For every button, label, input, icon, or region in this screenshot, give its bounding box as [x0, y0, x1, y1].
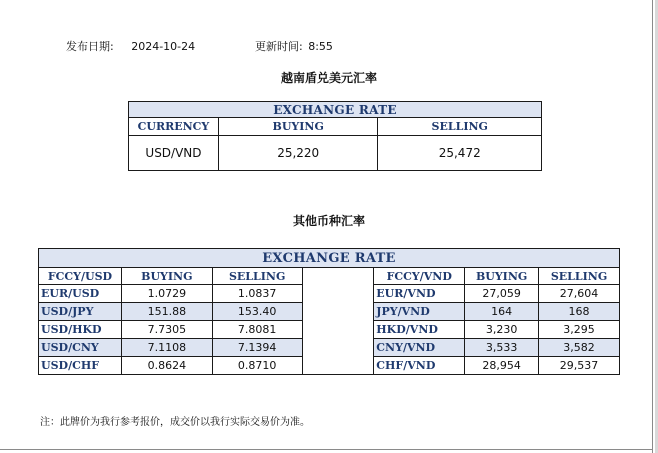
- right-selling-cell: 3,295: [539, 321, 620, 339]
- publish-date-label: 发布日期:: [66, 40, 114, 53]
- col-right-buying: BUYING: [465, 268, 539, 285]
- left-buying-cell: 0.8624: [121, 357, 212, 375]
- update-time-label: 更新时间:: [255, 40, 303, 53]
- left-pair-cell: USD/JPY: [39, 303, 122, 321]
- other-rate-table: [38, 248, 620, 375]
- usd-buying-cell: 25,220: [218, 136, 378, 171]
- usd-table-banner: EXCHANGE RATE: [129, 102, 542, 118]
- update-time-value: 8:55: [308, 40, 333, 53]
- right-buying-cell: 3,230: [465, 321, 539, 339]
- right-pair-cell: HKD/VND: [374, 321, 465, 339]
- left-selling-cell: 153.40: [212, 303, 302, 321]
- publish-date: [66, 38, 195, 54]
- col-left-buying: BUYING: [121, 268, 212, 285]
- publish-date-value: 2024-10-24: [131, 40, 196, 53]
- right-selling-cell: 29,537: [539, 357, 620, 375]
- left-buying-cell: 1.0729: [121, 285, 212, 303]
- col-buying: BUYING: [218, 118, 378, 136]
- right-pair-cell: EUR/VND: [374, 285, 465, 303]
- left-pair-cell: USD/HKD: [39, 321, 122, 339]
- right-selling-cell: 27,604: [539, 285, 620, 303]
- table-gap-column: [302, 268, 374, 375]
- usd-selling-cell: 25,472: [378, 136, 542, 171]
- col-left-selling: SELLING: [212, 268, 302, 285]
- left-selling-cell: 0.8710: [212, 357, 302, 375]
- col-currency: CURRENCY: [129, 118, 219, 136]
- disclaimer-note: 注：此牌价为我行参考报价，成交价以我行实际交易价为准。: [40, 417, 310, 428]
- left-buying-cell: 151.88: [121, 303, 212, 321]
- right-buying-cell: 27,059: [465, 285, 539, 303]
- right-pair-cell: CHF/VND: [374, 357, 465, 375]
- usd-section-title: 越南盾兑美元汇率: [280, 71, 377, 85]
- usd-rate-table: [128, 101, 542, 171]
- left-selling-cell: 7.1394: [212, 339, 302, 357]
- page-border-bottom: [0, 449, 653, 450]
- right-buying-cell: 164: [465, 303, 539, 321]
- right-buying-cell: 28,954: [465, 357, 539, 375]
- left-selling-cell: 1.0837: [212, 285, 302, 303]
- left-selling-cell: 7.8081: [212, 321, 302, 339]
- usd-currency-cell: USD/VND: [129, 136, 219, 171]
- col-selling: SELLING: [378, 118, 542, 136]
- col-fccy-vnd: FCCY/VND: [374, 268, 465, 285]
- col-fccy-usd: FCCY/USD: [39, 268, 122, 285]
- right-pair-cell: CNY/VND: [374, 339, 465, 357]
- right-selling-cell: 3,582: [539, 339, 620, 357]
- left-pair-cell: EUR/USD: [39, 285, 122, 303]
- left-pair-cell: USD/CNY: [39, 339, 122, 357]
- left-pair-cell: USD/CHF: [39, 357, 122, 375]
- col-right-selling: SELLING: [539, 268, 620, 285]
- other-table-banner: EXCHANGE RATE: [39, 249, 620, 268]
- other-section-title: 其他币种汇率: [292, 214, 365, 228]
- right-selling-cell: 168: [539, 303, 620, 321]
- left-buying-cell: 7.7305: [121, 321, 212, 339]
- right-pair-cell: JPY/VND: [374, 303, 465, 321]
- right-buying-cell: 3,533: [465, 339, 539, 357]
- left-buying-cell: 7.1108: [121, 339, 212, 357]
- update-time: [255, 38, 333, 54]
